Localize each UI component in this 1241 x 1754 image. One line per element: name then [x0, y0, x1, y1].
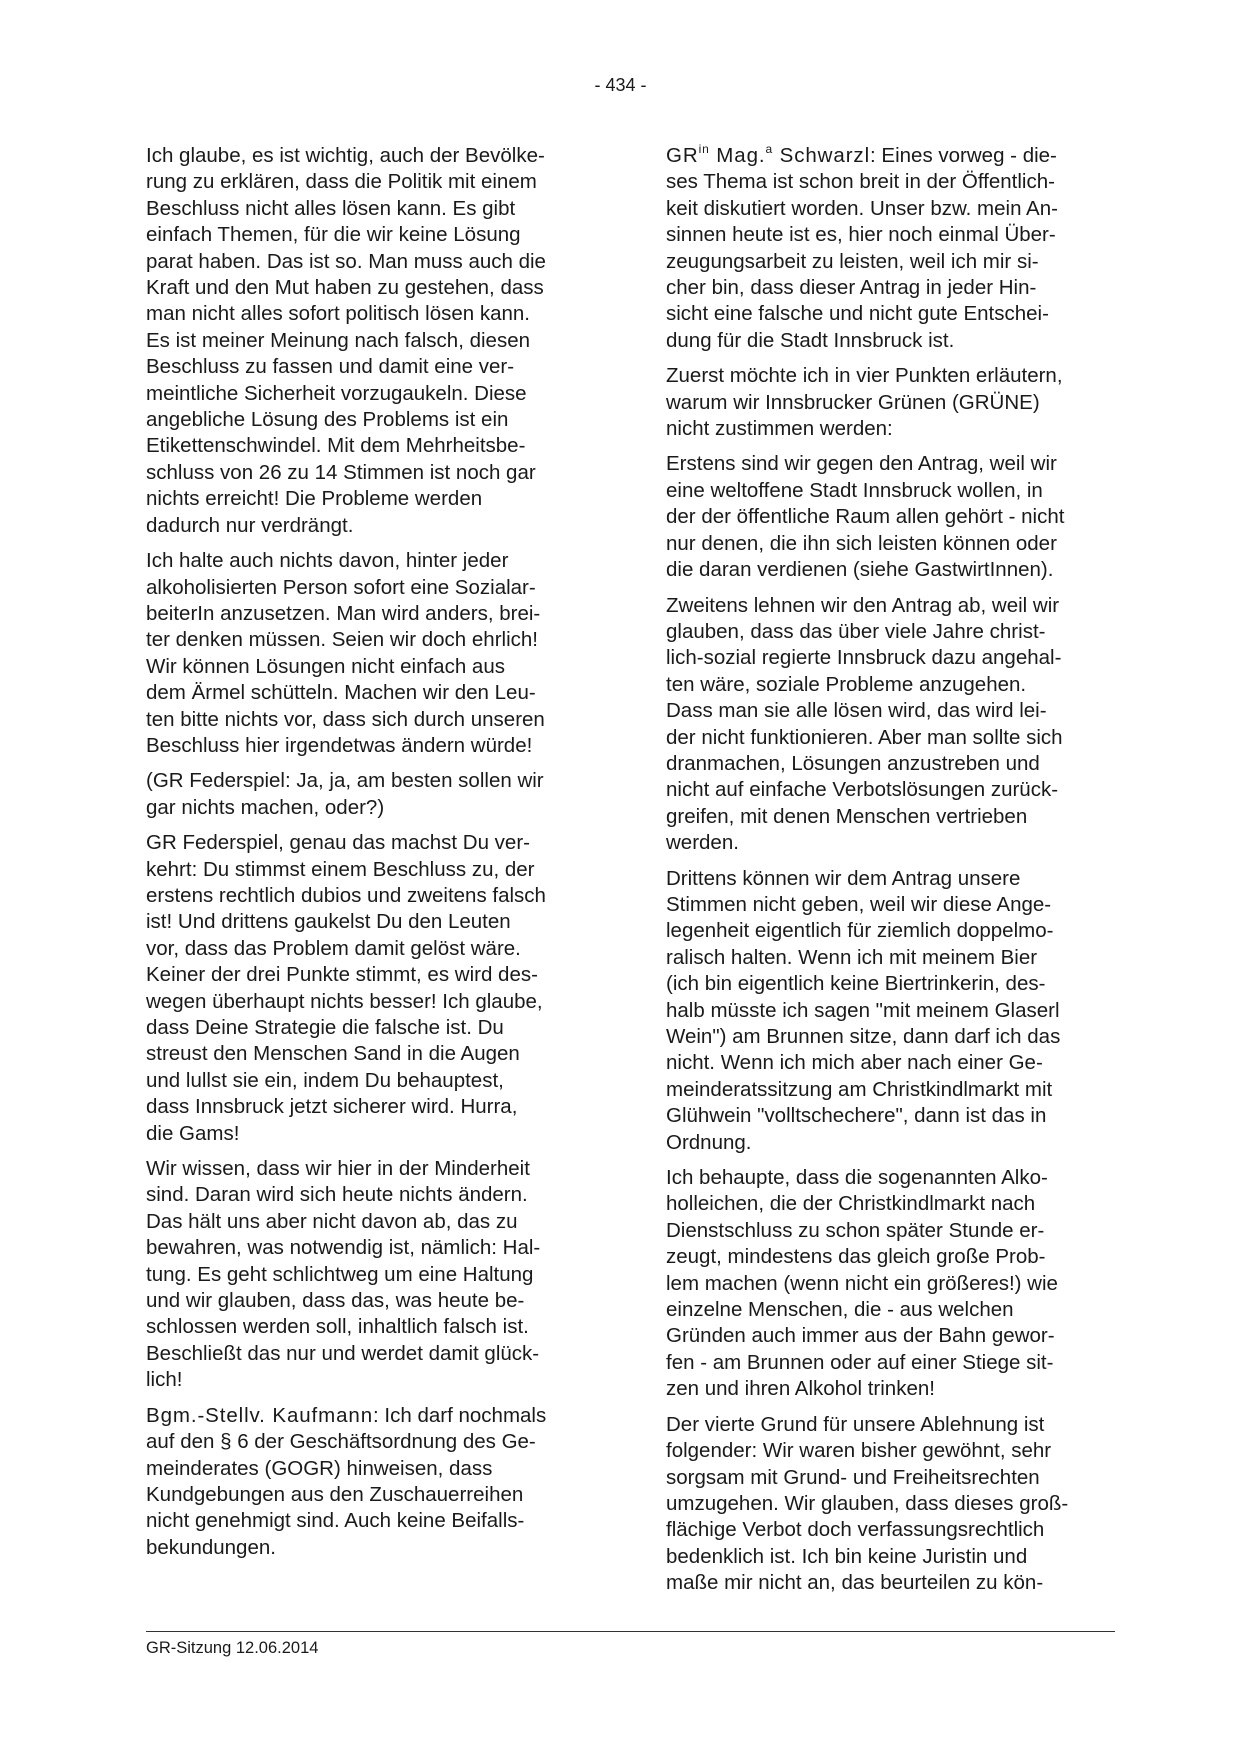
- text-line: nicht. Wenn ich mich aber nach einer Ge-: [666, 1051, 1043, 1075]
- text-line: einfach Themen, für die wir keine Lösung: [146, 223, 521, 247]
- text-line: nicht zustimmen werden:: [666, 417, 893, 441]
- text-line: folgender: Wir waren bisher gewöhnt, sehr: [666, 1439, 1052, 1463]
- page-number: - 434 -: [594, 75, 647, 95]
- text-line: nur denen, die ihn sich leisten können oder: [666, 531, 1057, 555]
- text-line: zeugt, mindestens das gleich große Prob-: [666, 1245, 1046, 1269]
- text-line: meinderates (GOGR) hinweisen, dass: [146, 1456, 493, 1480]
- text-line: sicht eine falsche und nicht gute Entschei-: [666, 302, 1049, 326]
- text-line: Stimmen nicht geben, weil wir diese Ange-: [666, 892, 1052, 916]
- speaker-degree-superscript: a: [765, 142, 774, 157]
- speaker-name: [666, 144, 870, 167]
- text-line: der nicht funktionieren. Aber man sollte sich: [666, 725, 1063, 749]
- text-line: dass Deine Strategie die falsche ist. Du: [146, 1016, 504, 1039]
- text-line: meinderatssitzung am Christkindlmarkt mit: [666, 1077, 1053, 1101]
- text-line: Dienstschluss zu schon später Stunde er-: [666, 1218, 1045, 1242]
- text-line: erstens rechtlich dubios und zweitens falsch: [146, 883, 546, 907]
- text-line: meintliche Sicherheit vorzugaukeln. Diese: [146, 381, 527, 405]
- text-line: legenheit eigentlich für ziemlich doppelmo-: [666, 919, 1054, 943]
- text-line: Wir können Lösungen nicht einfach aus: [146, 654, 505, 678]
- speaker-title-superscript: in: [698, 142, 710, 157]
- paragraph: [146, 830, 601, 1147]
- text-line: Glühwein "volltschechere", dann ist das in: [666, 1104, 1047, 1128]
- speaker-line: [146, 1403, 601, 1429]
- text-line: fen - am Brunnen oder auf einer Stiege sit-: [666, 1350, 1054, 1374]
- text-line: Es ist meiner Meinung nach falsch, diesen: [146, 328, 531, 352]
- speaker-statement-start: : Ich darf nochmals: [373, 1403, 547, 1427]
- text-line: Erstens sind wir gegen den Antrag, weil wir: [666, 452, 1057, 476]
- text-line: schlossen werden soll, inhaltlich falsch ist.: [146, 1315, 529, 1339]
- text-line: werden.: [666, 831, 739, 855]
- paragraph: [666, 363, 1124, 442]
- paragraph: [666, 593, 1124, 857]
- text-line: schluss von 26 zu 14 Stimmen ist noch gar: [146, 460, 536, 484]
- text-line: Zweitens lehnen wir den Antrag ab, weil wir: [666, 593, 1060, 617]
- text-line: Zuerst möchte ich in vier Punkten erläutern,: [666, 364, 1063, 388]
- text-line: umzugehen. Wir glauben, dass dieses groß-: [666, 1491, 1069, 1515]
- text-line: dranmachen, Lösungen anzustreben und: [666, 751, 1040, 775]
- paragraph: [666, 451, 1124, 583]
- text-line: eine weltoffene Stadt Innsbruck wollen, in: [666, 478, 1043, 502]
- text-line: ten bitte nichts vor, dass sich durch unseren: [146, 707, 545, 731]
- text-line: sorgsam mit Grund- und Freiheitsrechten: [666, 1465, 1040, 1489]
- text-line: Beschluss hier irgendetwas ändern würde!: [146, 733, 533, 757]
- text-line: maße mir nicht an, das beurteilen zu kön-: [666, 1571, 1044, 1595]
- text-line: die Gams!: [146, 1121, 240, 1145]
- footer-divider: [146, 1631, 1115, 1632]
- text-line: (GR Federspiel: Ja, ja, am besten sollen wir: [146, 769, 544, 793]
- paragraph: [146, 548, 601, 759]
- text-line: Das hält uns aber nicht davon ab, das zu: [146, 1209, 518, 1233]
- text-line: Beschluss zu fassen und damit eine ver-: [146, 355, 515, 379]
- text-line: Ordnung.: [666, 1130, 752, 1154]
- text-line: nicht genehmigt sind. Auch keine Beifalls-: [146, 1509, 525, 1533]
- text-line: tung. Es geht schlichtweg um eine Haltung: [146, 1262, 534, 1286]
- text-line: zen und ihren Alkohol trinken!: [666, 1377, 935, 1401]
- text-line: alkoholisierten Person sofort eine Sozialar-: [146, 575, 536, 599]
- text-line: parat haben. Das ist so. Man muss auch die: [146, 249, 546, 273]
- text-line: dass Innsbruck jetzt sicherer wird. Hurra,: [146, 1095, 518, 1119]
- paragraph: [666, 143, 1124, 354]
- text-line: glauben, dass das über viele Jahre christ-: [666, 619, 1046, 643]
- text-line: warum wir Innsbrucker Grünen (GRÜNE): [666, 390, 1040, 414]
- right-column: [666, 143, 1124, 1606]
- speaker-degree: Mag.: [709, 144, 766, 167]
- text-line: Der vierte Grund für unsere Ablehnung ist: [666, 1412, 1045, 1436]
- text-line: Ich behaupte, dass die sogenannten Alko-: [666, 1166, 1048, 1190]
- paragraph: [146, 143, 601, 539]
- text-line: nicht auf einfache Verbotslösungen zurück-: [666, 778, 1059, 802]
- text-line: wegen überhaupt nichts besser! Ich glaube,: [146, 989, 543, 1013]
- text-line: dung für die Stadt Innsbruck ist.: [666, 328, 955, 352]
- text-line: GR Federspiel, genau das machst Du ver-: [146, 831, 530, 855]
- text-line: lich!: [146, 1368, 183, 1392]
- text-line: Wir wissen, dass wir hier in der Minderheit: [146, 1157, 530, 1181]
- text-line: ralisch halten. Wenn ich mit meinem Bier: [666, 945, 1038, 969]
- paragraph: [146, 1156, 601, 1394]
- text-line: angebliche Lösung des Problems ist ein: [146, 408, 509, 432]
- text-line: rung zu erklären, dass die Politik mit einem: [146, 170, 537, 194]
- text-line: halb müsste ich sagen "mit meinem Glaserl: [666, 998, 1060, 1022]
- text-line: Etikettenschwindel. Mit dem Mehrheitsbe-: [146, 434, 526, 458]
- text-line: vor, dass das Problem damit gelöst wäre.: [146, 936, 521, 960]
- speaker-title: GR: [666, 144, 699, 167]
- speaker-statement-start: : Eines vorweg - die-: [870, 144, 1057, 167]
- speaker-line: [666, 143, 1124, 169]
- text-line: Ich halte auch nichts davon, hinter jeder: [146, 549, 509, 573]
- left-column: [146, 143, 601, 1570]
- text-line: dadurch nur verdrängt.: [146, 513, 354, 537]
- text-line: sind. Daran wird sich heute nichts ändern.: [146, 1183, 528, 1207]
- paragraph: [666, 866, 1124, 1156]
- text-line: streust den Menschen Sand in die Augen: [146, 1042, 520, 1066]
- text-line: man nicht alles sofort politisch lösen kann.: [146, 302, 531, 326]
- footer-session-date: GR-Sitzung 12.06.2014: [146, 1639, 319, 1657]
- text-line: bewahren, was notwendig ist, nämlich: Hal-: [146, 1236, 541, 1260]
- text-line: auf den § 6 der Geschäftsordnung des Ge-: [146, 1430, 536, 1454]
- text-line: Keiner der drei Punkte stimmt, es wird des-: [146, 963, 538, 987]
- text-line: Gründen auch immer aus der Bahn gewor-: [666, 1324, 1055, 1348]
- text-line: keit diskutiert worden. Unser bzw. mein An-: [666, 196, 1058, 220]
- text-line: Ich glaube, es ist wichtig, auch der Bevölke-: [146, 144, 545, 167]
- text-line: gar nichts machen, oder?): [146, 795, 385, 819]
- text-line: flächige Verbot doch verfassungsrechtlich: [666, 1518, 1045, 1542]
- text-line: dem Ärmel schütteln. Machen wir den Leu-: [146, 681, 536, 705]
- text-line: greifen, mit denen Menschen vertrieben: [666, 804, 1028, 828]
- paragraph: [666, 1165, 1124, 1403]
- text-line: holleichen, die der Christkindlmarkt nach: [666, 1192, 1036, 1216]
- text-line: kehrt: Du stimmst einem Beschluss zu, der: [146, 857, 535, 881]
- text-line: Drittens können wir dem Antrag unsere: [666, 866, 1021, 890]
- text-line: lem machen (wenn nicht ein größeres!) wie: [666, 1271, 1058, 1295]
- text-line: und lullst sie ein, indem Du behauptest,: [146, 1068, 504, 1092]
- text-line: Kundgebungen aus den Zuschauerreihen: [146, 1482, 524, 1506]
- text-line: einzelne Menschen, die - aus welchen: [666, 1298, 1014, 1322]
- paragraph: [666, 1412, 1124, 1597]
- speaker-name: Bgm.-Stellv. Kaufmann: [146, 1403, 374, 1427]
- text-line: Beschließt das nur und werdet damit glück-: [146, 1341, 540, 1365]
- text-line: sinnen heute ist es, hier noch einmal Über-: [666, 223, 1056, 247]
- text-line: Beschluss nicht alles lösen kann. Es gibt: [146, 196, 516, 220]
- paragraph: [146, 768, 601, 821]
- text-line: Dass man sie alle lösen wird, das wird lei-: [666, 699, 1047, 723]
- text-line: nichts erreicht! Die Probleme werden: [146, 487, 483, 511]
- text-line: und wir glauben, dass das, was heute be-: [146, 1289, 525, 1313]
- text-line: cher bin, dass dieser Antrag in jeder Hin-: [666, 276, 1037, 300]
- text-line: Wein") am Brunnen sitze, dann darf ich das: [666, 1025, 1061, 1048]
- text-line: bekundungen.: [146, 1535, 276, 1559]
- text-line: beiterIn anzusetzen. Man wird anders, brei-: [146, 601, 541, 625]
- text-line: ten wäre, soziale Probleme anzugehen.: [666, 672, 1027, 696]
- text-line: ter denken müssen. Seien wir doch ehrlich!: [146, 628, 538, 652]
- text-line: (ich bin eigentlich keine Biertrinkerin, des-: [666, 972, 1046, 996]
- text-line: bedenklich ist. Ich bin keine Juristin und: [666, 1544, 1028, 1568]
- speaker-surname: Schwarzl: [773, 144, 871, 167]
- text-line: ses Thema ist schon breit in der Öffentlich-: [666, 170, 1055, 194]
- paragraph: [146, 1403, 601, 1561]
- text-line: der der öffentliche Raum allen gehört - nicht: [666, 505, 1065, 529]
- text-line: ist! Und drittens gaukelst Du den Leuten: [146, 910, 511, 934]
- text-line: zeugungsarbeit zu leisten, weil ich mir si-: [666, 249, 1039, 273]
- text-line: lich-sozial regierte Innsbruck dazu angehal-: [666, 646, 1062, 670]
- text-line: die daran verdienen (siehe GastwirtInnen).: [666, 558, 1054, 582]
- text-line: Kraft und den Mut haben zu gestehen, dass: [146, 276, 544, 300]
